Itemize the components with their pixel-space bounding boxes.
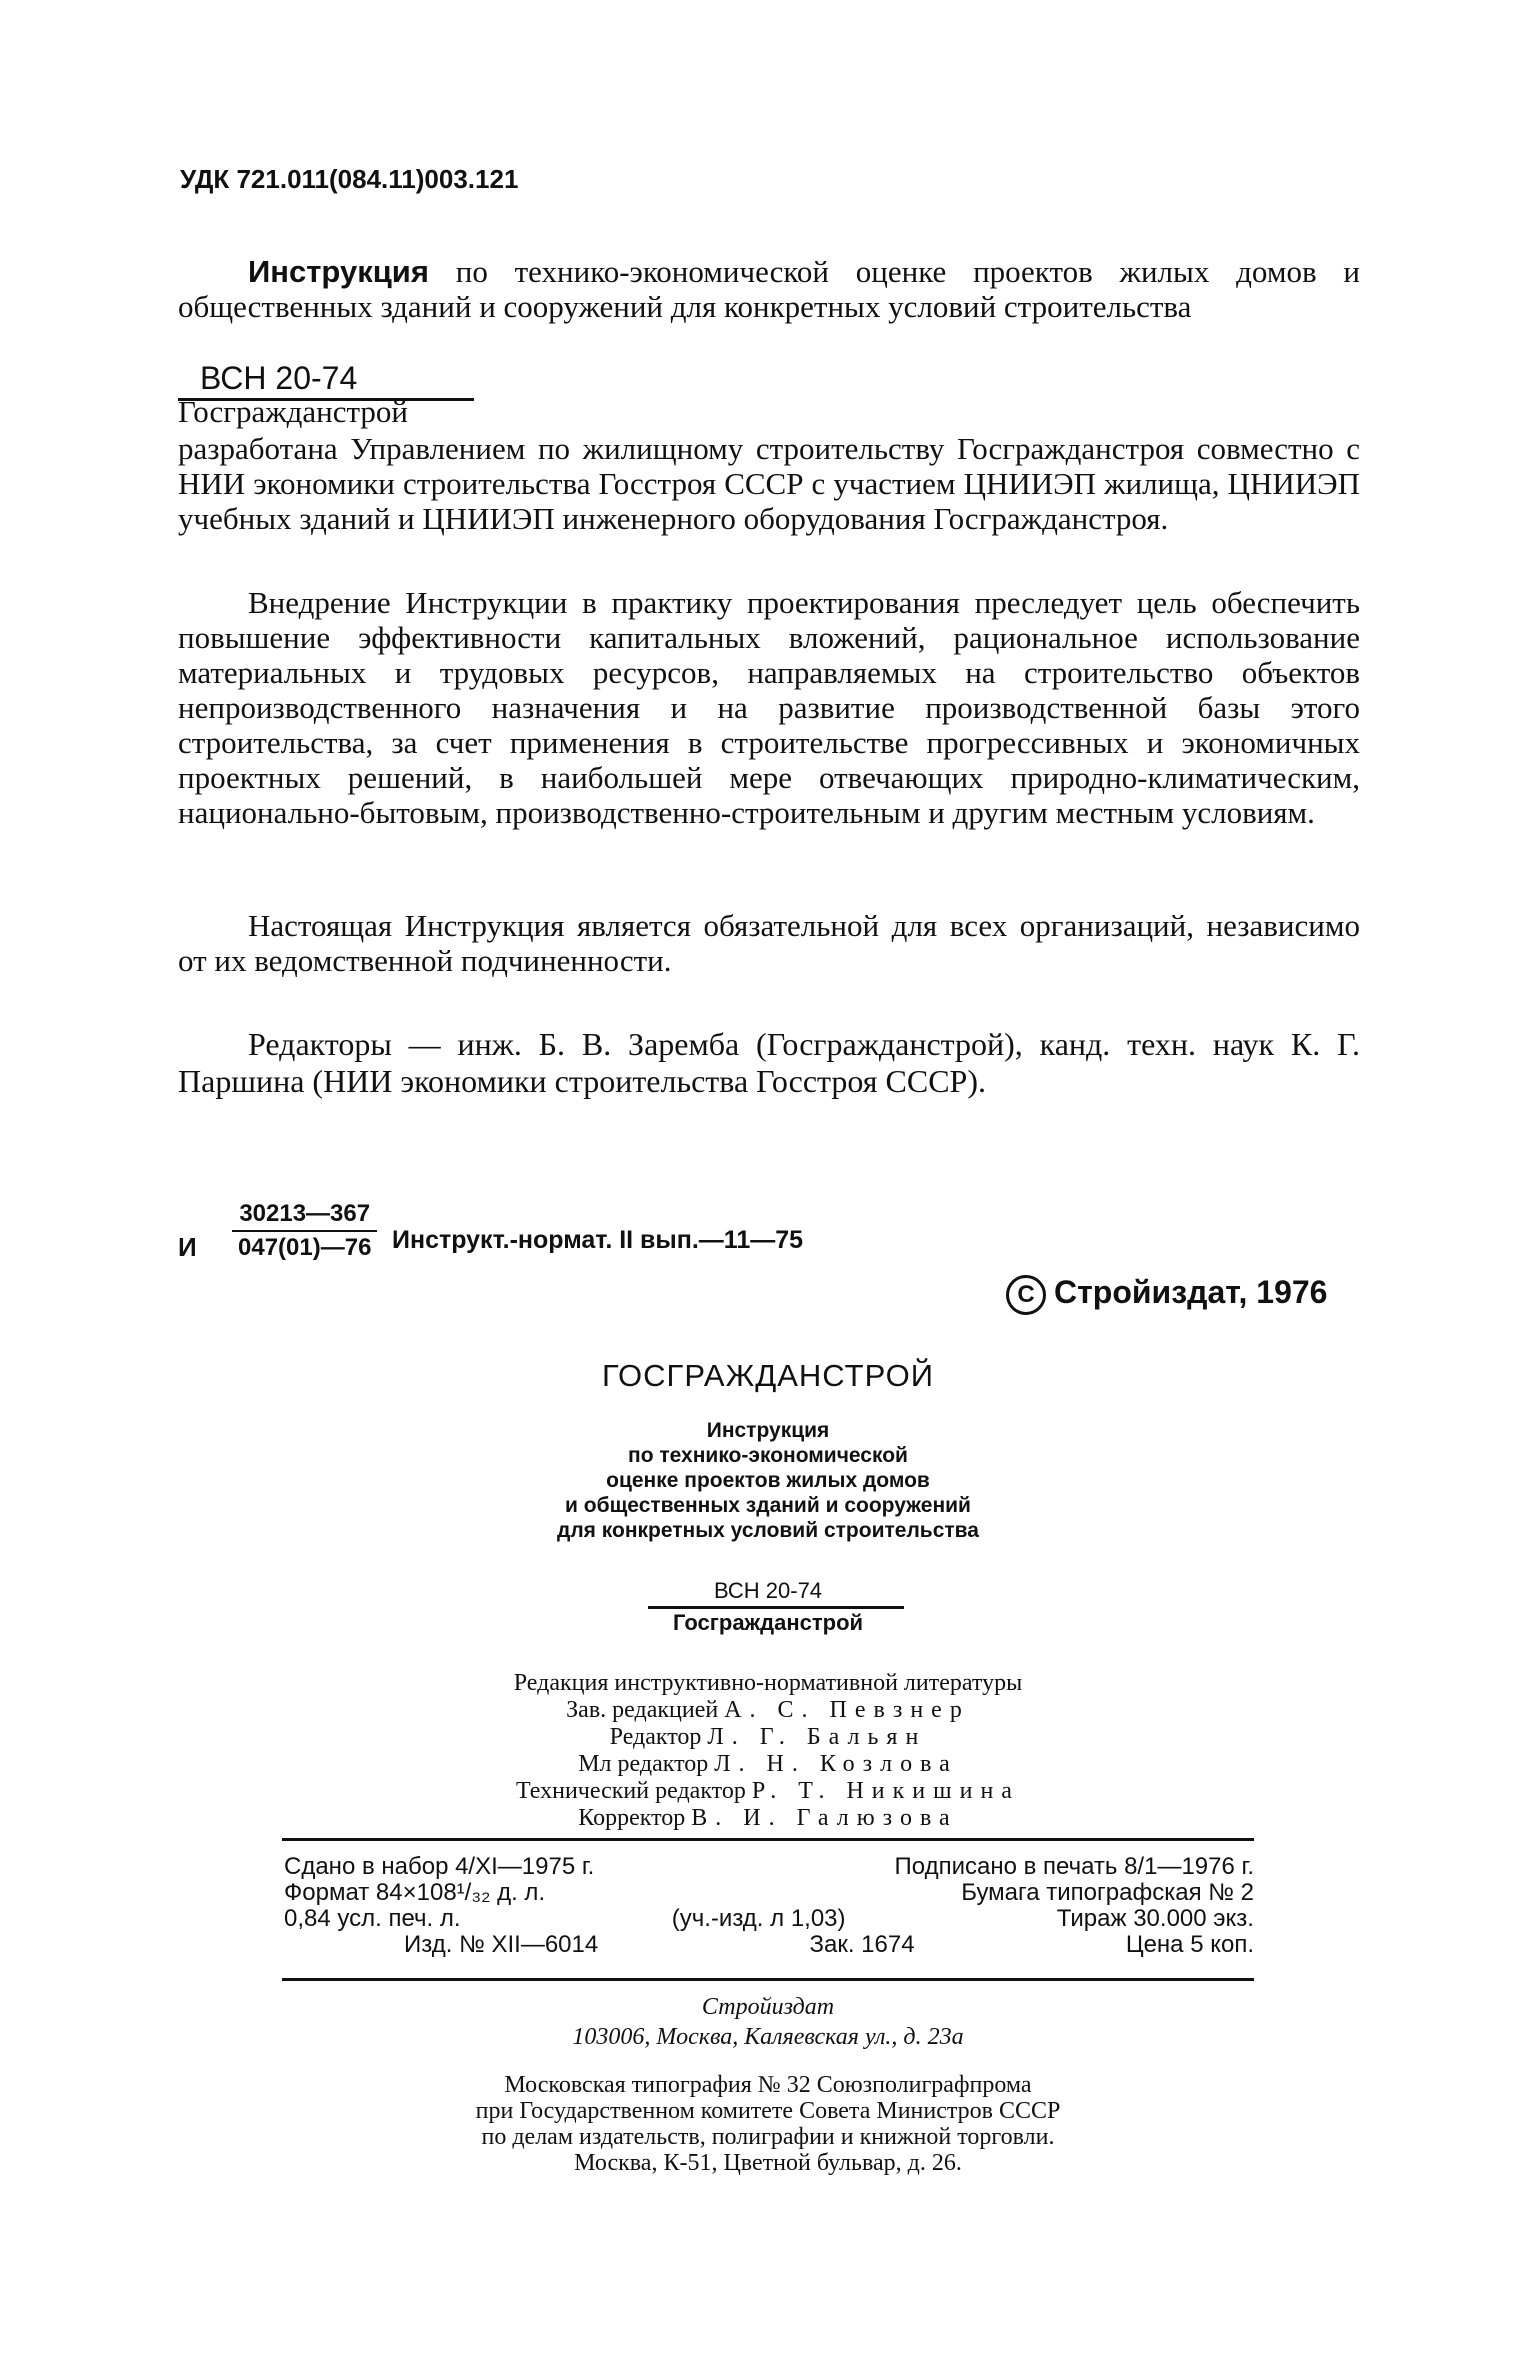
- imprint-cell: Тираж 30.000 экз.: [1056, 1905, 1254, 1932]
- title-line: Инструкция: [706, 1419, 830, 1442]
- publisher-address: 103006, Москва, Каляевская ул., д. 23а: [572, 2024, 964, 2050]
- staff-role: Корректор: [578, 1805, 686, 1831]
- developed-text: разработана Управлением по жилищному строительству Госгражданстроя совместно с НИИ экономики строительства Госстроя СССР с участием ЦНИИЭП жилища, ЦНИИЭП учебных зданий и ЦНИИЭП инженерного оборудования Госгражданстроя.: [178, 431, 1360, 536]
- agency-title: ГОСГРАЖДАНСТРОЙ: [602, 1358, 934, 1393]
- org-name-2: Госгражданстрой: [672, 1610, 864, 1635]
- divider-top: [282, 1838, 1254, 1841]
- mandatory-text: Настоящая Инструкция является обязательной для всех организаций, независимо от их ведомственной подчиненности.: [178, 908, 1360, 978]
- index-denominator: 047(01)—76: [232, 1230, 377, 1262]
- copyright: [1006, 1274, 1327, 1315]
- index-letter: И: [178, 1232, 197, 1262]
- divider-bottom: [282, 1978, 1254, 1981]
- staff-name: Р. Т. Никишина: [751, 1778, 1020, 1804]
- imprint-cell: 0,84 усл. печ. л.: [284, 1905, 461, 1932]
- staff-role: Зав. редакцией: [566, 1697, 719, 1723]
- imprint-row: [284, 1932, 1254, 1958]
- goal-paragraph: [178, 585, 1360, 830]
- staff-name: А. С. Певзнер: [724, 1697, 970, 1723]
- intro-paragraph: [178, 254, 1360, 324]
- staff-name: В. И. Галюзова: [691, 1805, 958, 1831]
- editors-paragraph: Редакторы — инж. Б. В. Заремба (Госгражданстрой), канд. техн. наук К. Г. Паршина (НИИ экономики строительства Госстроя СССР).: [178, 1026, 1360, 1099]
- staff-row: [0, 1697, 1536, 1724]
- vsn-code-2: ВСН 20-74: [713, 1578, 823, 1603]
- imprint-cell: Цена 5 коп.: [1125, 1931, 1254, 1958]
- title-line: и общественных зданий и сооружений: [565, 1494, 971, 1517]
- goal-text: Внедрение Инструкции в практику проектирования преследует цель обеспечить повышение эффективности капитальных вложений, рациональное использование материальных и трудовых ресурсов, направляемых на строительство объектов непроизводственного назначения и на развитие производственной базы этого строительства, за счет применения в строительстве прогрессивных и экономичных проектных решений, в наибольшей мере отвечающих природно-климатическим, национально-бытовым, производственно-строительным и другим местным условиям.: [178, 585, 1360, 830]
- copyright-text: Стройиздат, 1976: [1054, 1274, 1328, 1310]
- imprint-row: [284, 1906, 1254, 1932]
- staff-row: [0, 1724, 1536, 1751]
- vsn-code: ВСН 20-74: [200, 360, 358, 396]
- staff-name: Л. Г. Бальян: [707, 1724, 927, 1750]
- index-series: Инструкт.-нормат. II вып.—11—75: [392, 1226, 804, 1254]
- staff-row: [0, 1778, 1536, 1805]
- imprint-cell: Бумага типографская № 2: [961, 1879, 1254, 1906]
- staff-row: [0, 1751, 1536, 1778]
- imprint-cell: Изд. № XII—6014: [404, 1931, 599, 1958]
- index-fraction: [232, 1200, 377, 1262]
- title-line: оценке проектов жилых домов: [606, 1469, 930, 1492]
- imprint-cell: Сдано в набор 4/XI—1975 г.: [284, 1853, 595, 1880]
- staff-role: Технический редактор: [516, 1778, 746, 1804]
- imprint-cell: Зак. 1674: [809, 1931, 915, 1958]
- printer-block: [0, 2072, 1536, 2176]
- imprint-cell: Подписано в печать 8/1—1976 г.: [894, 1853, 1254, 1880]
- org-name: Госгражданстрой: [178, 394, 409, 429]
- vsn-divider: [648, 1606, 904, 1609]
- copyright-icon: C: [1006, 1275, 1046, 1315]
- publisher-block: [0, 1992, 1536, 2052]
- staff-dept: Редакция инструктивно-нормативной литературы: [513, 1670, 1023, 1696]
- printer-line: по делам издательств, полиграфии и книжной торговли.: [481, 2124, 1055, 2150]
- title-line: для конкретных условий строительства: [557, 1519, 979, 1542]
- intro-lead: Инструкция: [248, 254, 429, 289]
- printer-line: Московская типография № 32 Союзполиграфпрома: [504, 2072, 1032, 2098]
- imprint-cell: Формат 84×108¹/₃₂ д. л.: [284, 1879, 546, 1906]
- printer-line: при Государственном комитете Совета Министров СССР: [475, 2098, 1061, 2124]
- intro-rest: по технико-экономической оценке проектов жилых домов и общественных зданий и сооружений для конкретных условий строительства: [178, 254, 1360, 324]
- staff-role: Редактор: [609, 1724, 702, 1750]
- book-title: [0, 1418, 1536, 1543]
- index-numerator: 30213—367: [239, 1200, 371, 1227]
- imprint-row: [284, 1854, 1254, 1880]
- editorial-staff: [0, 1670, 1536, 1832]
- title-line: по технико-экономической: [628, 1444, 908, 1467]
- udk-code: УДК 721.011(084.11)003.121: [180, 164, 519, 194]
- staff-row: [0, 1805, 1536, 1832]
- printer-line: Москва, К-51, Цветной бульвар, д. 26.: [574, 2150, 962, 2176]
- imprint-cell: (уч.-изд. л 1,03): [671, 1905, 846, 1932]
- imprint-technical: [284, 1854, 1254, 1958]
- mandatory-paragraph: [178, 908, 1360, 978]
- imprint-row: [284, 1880, 1254, 1906]
- staff-name: Л. Н. Козлова: [714, 1751, 958, 1777]
- staff-role: Мл редактор: [578, 1751, 709, 1777]
- developed-paragraph: [178, 431, 1360, 536]
- publisher-name: Стройиздат: [701, 1994, 835, 2020]
